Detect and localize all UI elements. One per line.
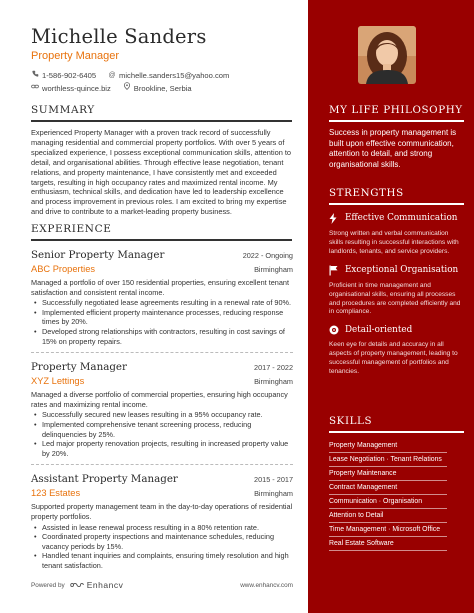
skill-row: Property Maintenance	[329, 467, 447, 481]
job-bullet: • Coordinated property inspections and maintenance schedules, reducing vacancy periods by 15%.	[31, 532, 293, 551]
experience-section	[31, 223, 293, 570]
job-bullets	[31, 523, 293, 571]
footer-website[interactable]: www.enhancv.com	[240, 581, 293, 589]
phone-contact[interactable]	[31, 70, 96, 82]
strength-title: Detail-oriented	[345, 325, 413, 336]
strength-title: Exceptional Organisation	[345, 264, 459, 275]
email-address: michelle.sanders15@yahoo.com	[119, 71, 230, 80]
website-contact[interactable]	[31, 82, 111, 95]
job-entry	[31, 361, 293, 465]
candidate-name: Michelle Sanders	[31, 25, 207, 48]
job-bullets	[31, 298, 293, 346]
profile-photo	[358, 26, 416, 84]
skills-title: SKILLS	[329, 415, 373, 427]
job-bullet: • Handled tenant inquiries and complaints, ensuring timely resolution and high tenant satisfaction.	[31, 551, 293, 570]
location-text: Brookline, Serbia	[133, 83, 192, 93]
job-bullet: • Developed strong relationships with contractors, resulting in cost savings of 15% on property repairs.	[31, 327, 293, 346]
strength-item	[329, 325, 464, 377]
powered-by	[31, 580, 123, 590]
enhancv-logo-icon	[70, 581, 84, 589]
job-bullet: • Implemented comprehensive tenant screening process, reducing delinquencies by 25%.	[31, 420, 293, 439]
job-description: Managed a portfolio of over 150 residential properties, ensuring excellent tenant satisfaction and consistent rental income.	[31, 278, 289, 297]
job-date: 2017 - 2022	[254, 363, 293, 373]
philosophy-text: Success in property management is built upon effective communication, attention to detail, and strong organisational skills.	[329, 128, 457, 169]
skill-row: Attention to Detail	[329, 509, 447, 523]
experience-title: EXPERIENCE	[31, 223, 112, 235]
strength-description: Keen eye for details and accuracy in all aspects of property management, leading to successful management of portfolios and tenancies.	[329, 341, 458, 376]
job-location: Birmingham	[254, 377, 293, 387]
job-entry	[31, 473, 293, 570]
job-title: Senior Property Manager	[31, 249, 165, 261]
phone-icon	[31, 70, 39, 82]
skill-row: Contract Management	[329, 481, 447, 495]
philosophy-section	[329, 104, 464, 170]
job-divider	[31, 352, 293, 353]
skill-row: Time Management · Microsoft Office	[329, 523, 447, 537]
sidebar	[308, 0, 474, 613]
lightning-icon	[329, 213, 339, 227]
page-footer	[31, 580, 293, 590]
skills-section	[329, 415, 464, 551]
strength-description: Strong written and verbal communication skills resulting in successful interactions with landlords, tenants, and service providers.	[329, 230, 459, 255]
job-title: Assistant Property Manager	[31, 473, 178, 486]
skills-list	[329, 439, 464, 551]
summary-title: SUMMARY	[31, 104, 95, 116]
strengths-title: STRENGTHS	[329, 187, 404, 199]
strength-item	[329, 213, 464, 257]
job-bullet: • Led major property renovation projects, resulting in increased property value by 20%.	[31, 439, 293, 458]
powered-by-label: Powered by	[31, 581, 65, 589]
candidate-role: Property Manager	[31, 50, 120, 62]
job-bullet: • Successfully negotiated lease agreements resulting in a renewal rate of 90%.	[31, 298, 293, 308]
skills-rule	[329, 431, 464, 433]
summary-rule	[31, 120, 292, 122]
location-contact	[123, 82, 192, 95]
flag-icon	[329, 265, 339, 279]
strength-item	[329, 265, 464, 318]
strengths-rule	[329, 203, 464, 205]
job-description: Managed a diverse portfolio of commercial properties, ensuring high occupancy rates and maximizing rental income.	[31, 390, 288, 409]
experience-rule	[31, 239, 292, 241]
company-name: ABC Properties	[31, 264, 96, 274]
skill-row: Communication · Organisation	[329, 495, 447, 509]
job-location: Birmingham	[254, 489, 293, 499]
company-name: XYZ Lettings	[31, 376, 85, 387]
at-icon: @	[108, 72, 116, 79]
email-contact[interactable]	[108, 70, 229, 82]
job-date: 2015 - 2017	[254, 475, 293, 485]
philosophy-rule	[329, 120, 464, 122]
job-divider	[31, 464, 293, 465]
job-title: Property Manager	[31, 361, 127, 374]
job-bullet: • Successfully secured new leases resulting in a 95% occupancy rate.	[31, 410, 293, 420]
skill-row: Real Estate Software	[329, 537, 447, 551]
job-bullet: • Implemented efficient property maintenance processes, reducing response times by 20%.	[31, 308, 293, 327]
eye-icon	[329, 325, 339, 338]
strengths-section	[329, 187, 464, 377]
strength-title: Effective Communication	[345, 213, 458, 223]
job-description: Supported property management team in the day-to-day operations of residential property portfolios.	[31, 502, 293, 521]
company-name: 123 Estates	[31, 488, 81, 499]
pin-icon	[123, 82, 131, 95]
website-url: worthless-quince.biz	[42, 83, 111, 93]
philosophy-title: MY LIFE PHILOSOPHY	[329, 104, 463, 116]
summary-section	[31, 104, 293, 217]
job-location: Birmingham	[254, 265, 293, 274]
brand-name: Enhancv	[86, 580, 124, 590]
link-icon	[31, 83, 39, 95]
job-bullets	[31, 410, 293, 458]
skill-row: Lease Negotiation · Tenant Relations	[329, 453, 447, 467]
contact-info	[31, 70, 308, 95]
job-bullet: • Assisted in lease renewal process resulting in a 80% retention rate.	[31, 523, 293, 533]
strength-description: Proficient in time management and organisational skills, ensuring all processes and procedures are completed efficiently and in compliance.	[329, 281, 461, 316]
skill-row: Property Management	[329, 439, 447, 453]
phone-number: 1-586-902-6405	[42, 71, 97, 80]
summary-text: Experienced Property Manager with a proven track record of successfully managing residential and commercial property portfolios. With over 5 years of specialized experience, I possess exceptional communication skills, attention to detail, and organisational abilities. Through effective lease negotiation, tenant relations, and property maintenance, I have consistently met and exceeded targets, resulting in high occupancy rates and maximized rental income. My enthusiasm, technical skills, and dedication have led to leadership excellence and process improvement in previous roles. I am excited to bring my expertise and drive to contribute to a market-leading property business.	[31, 128, 292, 217]
job-date: 2022 - Ongoing	[242, 251, 293, 260]
job-entry	[31, 249, 293, 353]
brand-logo[interactable]	[70, 580, 124, 590]
